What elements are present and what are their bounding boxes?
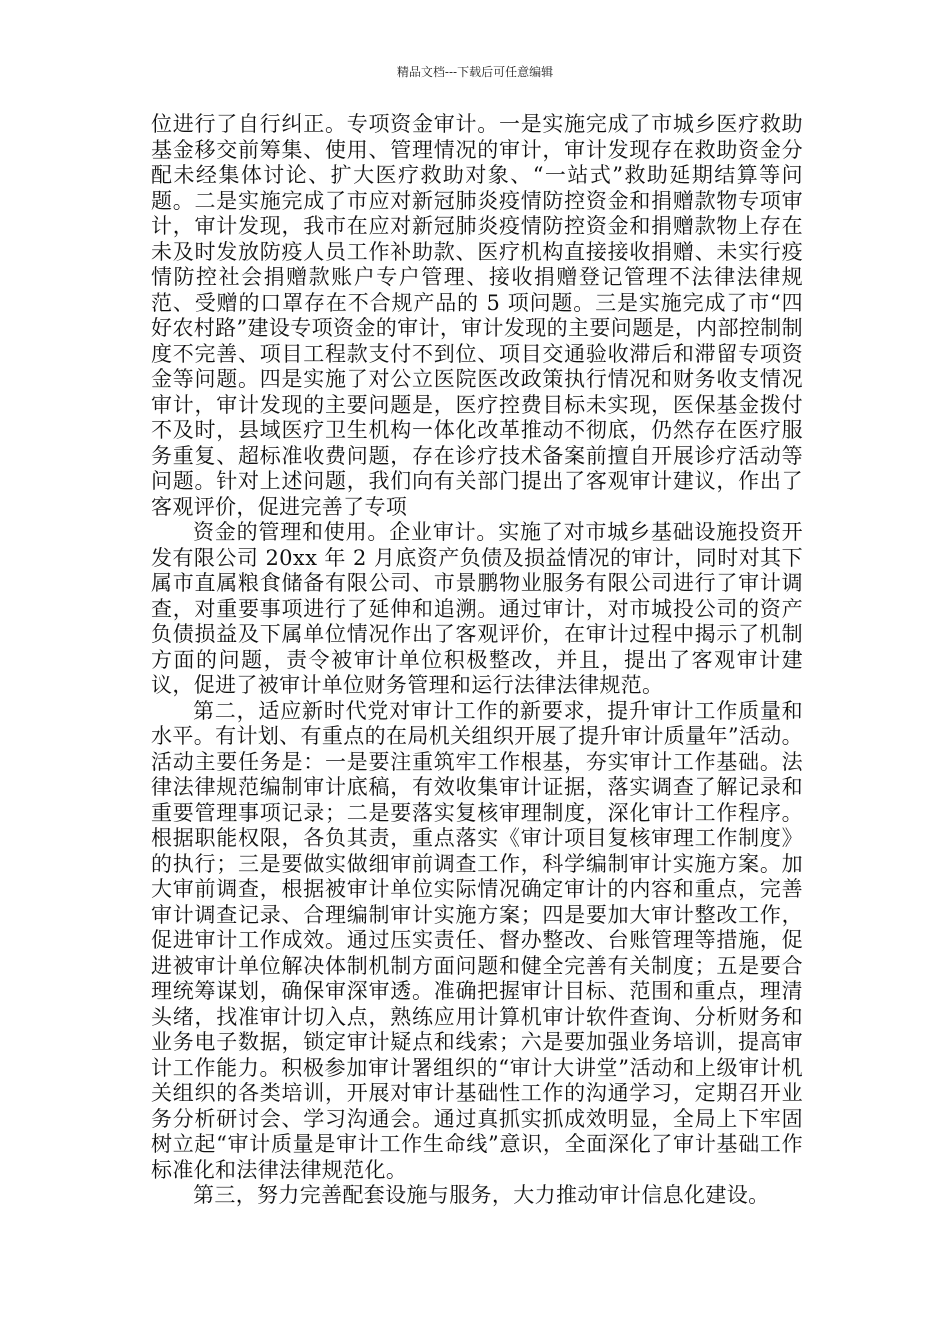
paragraph-4: 第三，努力完善配套设施与服务，大力推动审计信息化建设。 <box>193 1183 770 1207</box>
document-body <box>151 112 803 1209</box>
page-header: 精品文档---下载后可任意编辑 <box>396 65 554 79</box>
paragraph-1: 位进行了自行纠正。专项资金审计。一是实施完成了市城乡医疗救助基金移交前筹集、使用、管理情况的审计，审计发现存在救助资金分配未经集体讨论、扩大医疗救助对象、“一站式”救助延期结算等问题。二是实施完成了市应对新冠肺炎疫情防控资金和捐赠款物专项审计，审计发现，我市在应对新冠肺炎疫情防控资金和捐赠款物上存在未及时发放防疫人员工作补助款、医疗机构直接接收捐赠、未实行疫情防控社会捐赠款账户专户管理、接收捐赠登记管理不法律法律规范、受赠的口罩存在不合规产品的 5 项问题。三是实施完成了市“四好农村路”建设专项资金的审计，审计发现的主要问题是，内部控制制度不完善、项目工程款支付不到位、项目交通验收滞后和滞留专项资金等问题。四是实施了对公立医院医改政策执行情况和财务收支情况审计，审计发现的主要问题是，医疗控费目标未实现，医保基金拨付不及时，县域医疗卫生机构一体化改革推动不彻底，仍然存在医疗服务重复、超标准收费问题，存在诊疗技术备案前擅自开展诊疗活动等问题。针对上述问题，我们向有关部门提出了客观审计建议，作出了客观评价，促进完善了专项 <box>151 112 803 519</box>
paragraph-3: 第二，适应新时代党对审计工作的新要求，提升审计工作质量和水平。有计划、有重点的在局机关组织开展了提升审计质量年”活动。活动主要任务是：一是要注重筑牢工作根基，夯实审计工作基础。法律法律规范编制审计底稿，有效收集审计证据，落实调查了解记录和重要管理事项记录；二是要落实复核审理制度，深化审计工作程序。根据职能权限，各负其责，重点落实《审计项目复核审理工作制度》的执行；三是要做实做细审前调查工作，科学编制审计实施方案。加大审前调查，根据被审计单位实际情况确定审计的内容和重点，完善审计调查记录、合理编制审计实施方案；四是要加大审计整改工作，促进审计工作成效。通过压实责任、督办整改、台账管理等措施，促进被审计单位解决体制机制方面问题和健全完善有关制度；五是要合理统筹谋划，确保审深审透。准确把握审计目标、范围和重点，理清头绪，找准审计切入点，熟练应用计算机审计软件查询、分析财务和业务电子数据，锁定审计疑点和线索；六是要加强业务培训，提高审计工作能力。积极参加审计署组织的“审计大讲堂”活动和上级审计机关组织的各类培训，开展对审计基础性工作的沟通学习，定期召开业务分析研讨会、学习沟通会。通过真抓实抓成效明显，全局上下牢固树立起“审计质量是审计工作生命线”意识，全面深化了审计基础工作标准化和法律法律规范化。 <box>151 698 803 1182</box>
paragraph-2: 资金的管理和使用。企业审计。实施了对市城乡基础设施投资开发有限公司 20xx 年 2 月底资产负债及损益情况的审计，同时对其下属市直属粮食储备有限公司、市景鹏物业服务有限公司进行了审计调查，对重要事项进行了延伸和追溯。通过审计，对市城投公司的资产负债损益及下属单位情况作出了客观评价，在审计过程中揭示了机制方面的问题，责令被审计单位积极整改，并且，提出了客观审计建议，促进了被审计单位财务管理和运行法律法律规范。 <box>151 520 803 697</box>
